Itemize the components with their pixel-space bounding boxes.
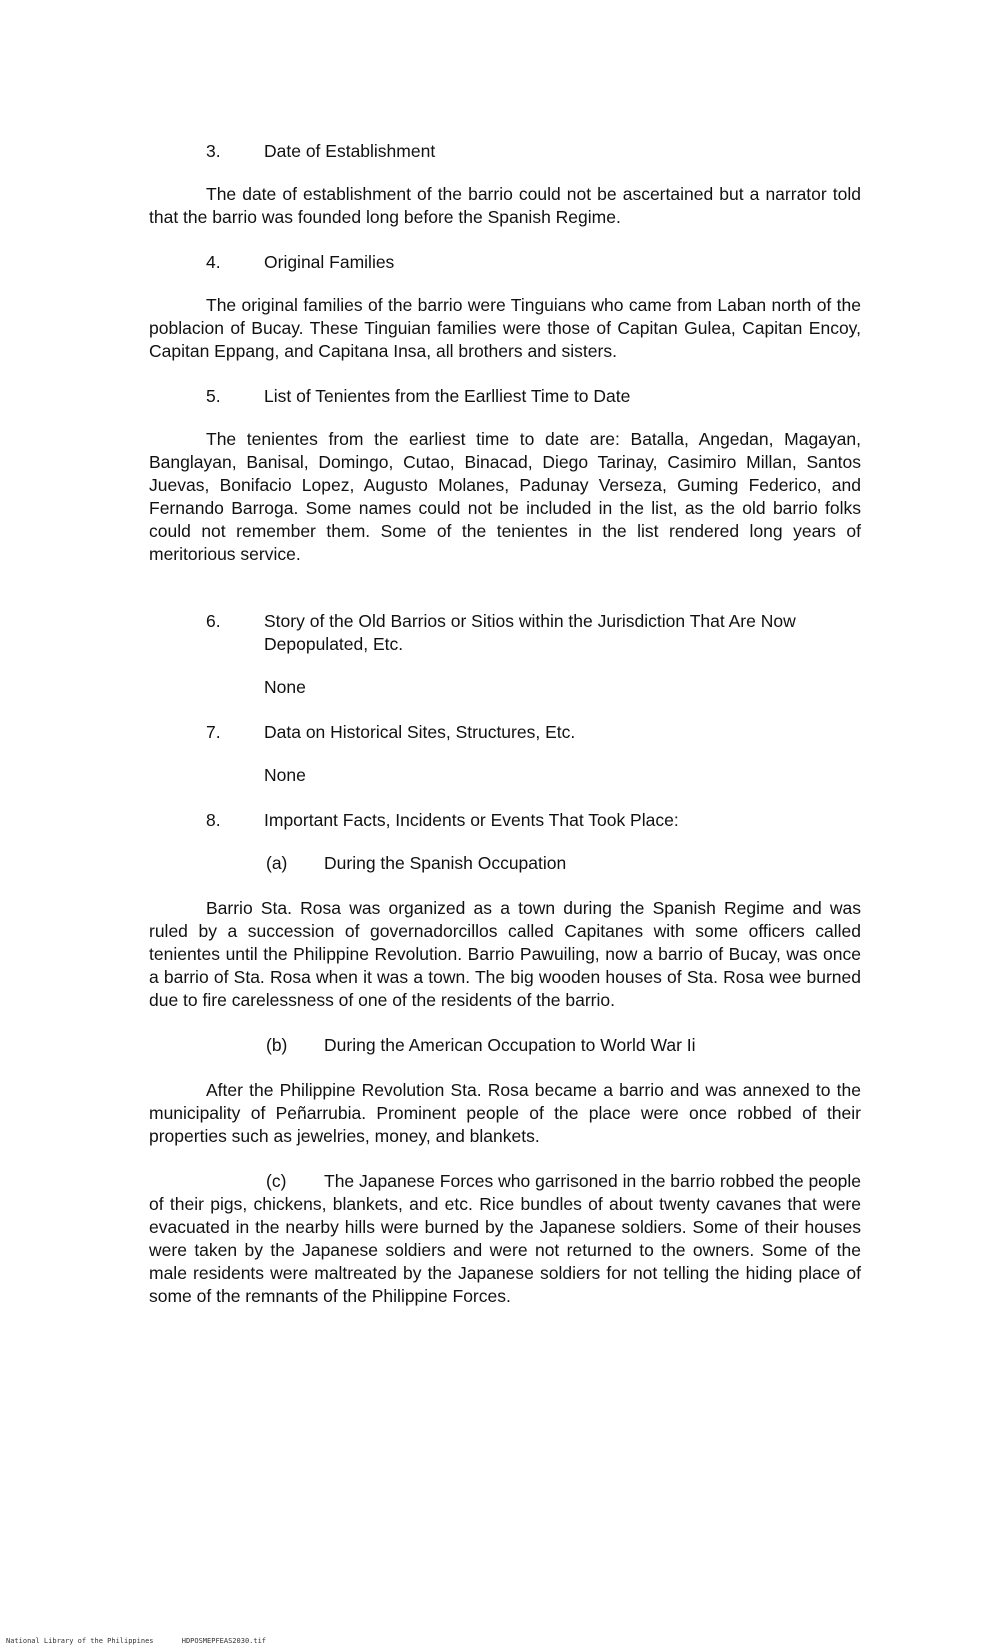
subsection-title: During the Spanish Occupation	[324, 853, 567, 873]
section-7-heading	[149, 721, 861, 744]
section-title: Date of Establishment	[264, 141, 436, 161]
section-title: Important Facts, Incidents or Events That Took Place:	[264, 810, 679, 830]
subsection-label: (b)	[266, 1035, 288, 1055]
section-4-body: The original families of the barrio were Tinguians who came from Laban north of the poblacion of Bucay. These Tinguian families were those of Capitan Gulea, Capitan Encoy, Capitan Eppang, and Capitana Insa, all brothers and sisters.	[149, 295, 861, 361]
subsection-label: (c)	[266, 1171, 287, 1191]
footer-library: National Library of the Philippines	[6, 1637, 154, 1645]
section-3-heading	[149, 140, 861, 163]
subsection-a-body: Barrio Sta. Rosa was organized as a town during the Spanish Regime and was ruled by a succession of governadorcillos called Capitanes with some officers called tenientes until the Philippine Revolution. Barrio Pawuiling, now a barrio of Bucay, was once a barrio of Sta. Rosa when it was a town. The big wooden houses of Sta. Rosa wee burned due to fire carelessness of one of the residents of the barrio.	[149, 898, 861, 1010]
subsection-label: (a)	[266, 853, 288, 873]
section-number: 4.	[206, 252, 221, 272]
document-page	[149, 140, 861, 1330]
subsection-a-heading	[149, 852, 861, 875]
subsection-title: During the American Occupation to World War Ii	[324, 1035, 696, 1055]
section-number: 5.	[206, 386, 221, 406]
section-title: Original Families	[264, 252, 395, 272]
subsection-c-text: The Japanese Forces who garrisoned in the barrio robbed the people of their pigs, chickens, blankets, and etc. Rice bundles of about twenty cavanes that were evacuated in the nearby hills were burned by the Japanese soldiers. Some of their houses were taken by the Japanese soldiers and were not returned to the owners. Some of the male residents were maltreated by the Japanese soldiers for not telling the hiding place of some of the remnants of the Philippine Forces.	[149, 1171, 862, 1306]
scan-footer	[6, 1637, 290, 1646]
section-7-body: None	[264, 765, 306, 785]
section-6-body: None	[264, 677, 306, 697]
section-title: Story of the Old Barrios or Sitios within the Jurisdiction That Are Now Depopulated, Etc.	[264, 611, 796, 654]
section-3-body: The date of establishment of the barrio could not be ascertained but a narrator told that the barrio was founded long before the Spanish Regime.	[149, 184, 861, 227]
section-5-body: The tenientes from the earliest time to date are: Batalla, Angedan, Magayan, Banglayan, Banisal, Domingo, Cutao, Binacad, Diego Tarinay, Casimiro Millan, Santos Juevas, Bonifacio Lopez, Augusto Molanes, Padunay Verseza, Guming Federico, and Fernando Barroga. Some names could not be included in the list, as the old barrio folks could not remember them. Some of the tenientes in the list rendered long years of meritorious service.	[149, 429, 861, 564]
section-title: Data on Historical Sites, Structures, Etc.	[264, 722, 576, 742]
section-number: 6.	[206, 611, 221, 631]
section-5-heading	[149, 385, 861, 408]
subsection-c-body	[149, 1170, 861, 1308]
section-6-heading	[149, 610, 861, 656]
section-number: 8.	[206, 810, 221, 830]
section-4-heading	[149, 251, 861, 274]
subsection-b-heading	[149, 1034, 861, 1057]
section-8-heading	[149, 809, 861, 832]
footer-code: HDPOSMEPFEAS2030.tif	[181, 1637, 267, 1645]
section-number: 3.	[206, 141, 221, 161]
subsection-b-body: After the Philippine Revolution Sta. Rosa became a barrio and was annexed to the municipality of Peñarrubia. Prominent people of the place were once robbed of their properties such as jewelries, money, and blankets.	[149, 1080, 861, 1146]
section-title: List of Tenientes from the Earlliest Time to Date	[264, 386, 631, 406]
section-number: 7.	[206, 722, 221, 742]
